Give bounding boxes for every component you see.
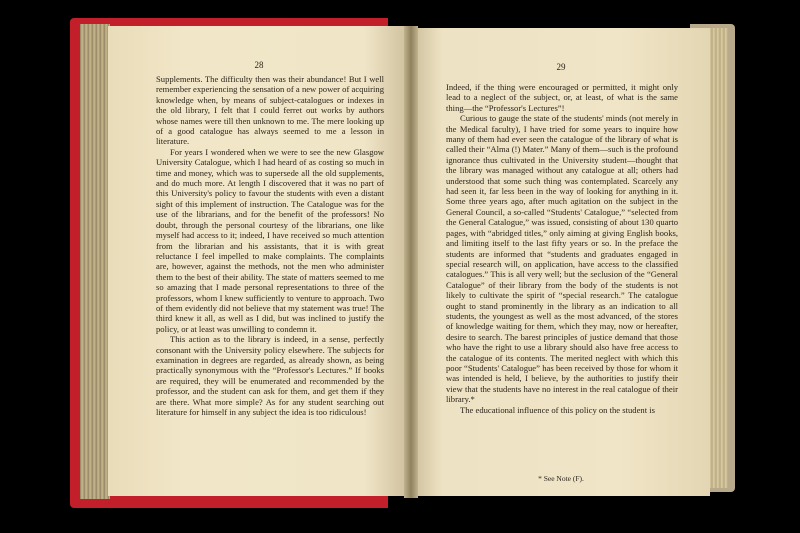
paragraph: This action as to the library is indeed, in a sense, perfectly consonant with the University policy elsewhere. The subjects for examination in degrees are regarded, as already shown, as being practically synonymous with the “Professor's Lectures.” If books are required, they will be enumerated and recommended by the professor, and the student can ask for them, and get them if they are there. What more simple? As for any student searching out literature for himself in any subject the idea is too ridiculous! [156, 334, 384, 417]
page-number-right: 29 [556, 62, 566, 72]
paragraph: Curious to gauge the state of the students' minds (not merely in the Medical faculty), I have tried for some years to inquire how many of them had ever seen the catalogue of the library of what is called their “Alma (!) Mater.” Many of them—such is the profound ignorance thus cultivated in the University student—thought that the library was managed without any catalogue at all; others had understood that some such thing was contemplated. Scarcely any had seen it, far less been in the way of looking for anything in it. Some three years ago, after much agitation on the subject in the General Council, a so-called “Students' Catalogue,” “selected from the General Catalogue,” was issued, consisting of about 130 quarto pages, with “abridged titles,” only aiming at giving English books, and limiting itself to the last fifty years or so. In the preface the students are informed that “students and graduates engaged in special research will, on application, have access to the classified catalogues.” This is all very well; but the seclusion of the “General Catalogue” of their library from the body of the students is not likely to cultivate the spirit of “special research.” The catalogue ought to stand prominently in the library as an indication to all students, the youngest as well as the most advanced, of the stores of knowledge waiting for them, which they may, now or hereafter, desire to search. The barest principles of justice demand that those who have the right to use a library should also have free access to the catalogue of its contents. The merited neglect with which this poor “Students' Catalogue” has been received by those for whom it was intended is held, I believe, by the authorities to justify their view that the students have no interest in the real catalogue of their library.* [446, 113, 678, 405]
paragraph: The educational influence of this policy on the student is [460, 404, 655, 415]
paragraph: For years I wondered when we were to see the new Glasgow University Catalogue, which I had heard of as costing so much in time and money, which was to supersede all the old supplements, and do much more. At length I discovered that it was no part of this University's policy to favour the students with even a distant sight of this implement of instruction. The Catalogue was for the use of the librarians, and for the benefit of the professors! No doubt, through the personal courtesy of the librarians, one like myself had access to it; indeed, I have received so much attention from the librarian and his assistants, that it is with great reluctance I feel impelled to make complaints. The complaints are, however, against the methods, not the men who administer them to the best of their ability. The state of matters seemed to me so amazing that I made personal representations to three of the professors, whom I knew sufficiently to venture to approach. Two of them evidently did not believe that my statement was true! The third knew it all, as well as I did, but was inclined to justify the policy, or at least was unwilling to condemn it. [156, 146, 384, 334]
left-page-text [156, 74, 384, 417]
paragraph: Supplements. The difficulty then was their abundance! But I well remember experiencing the sensation of a new power of acquiring knowledge when, by means of subject-catalogues or indexes in the old library, I felt that I could ferret out works by authors whose names were till then unknown to me. The mere looking up of a good catalogue has always seemed to me a lesson in literature. [156, 74, 384, 147]
left-page-edges [80, 24, 110, 499]
right-page [412, 28, 710, 496]
book-gutter [404, 26, 418, 498]
paragraph: Indeed, if the thing were encouraged or permitted, it might only lead to a neglect of the subject, or, at least, of what is the same thing—the “Professor's Lectures”! [446, 82, 678, 113]
page-number-left: 28 [254, 60, 264, 70]
left-page [108, 26, 410, 496]
right-page-text [446, 82, 678, 415]
footnote: * See Note (F). [538, 474, 584, 483]
